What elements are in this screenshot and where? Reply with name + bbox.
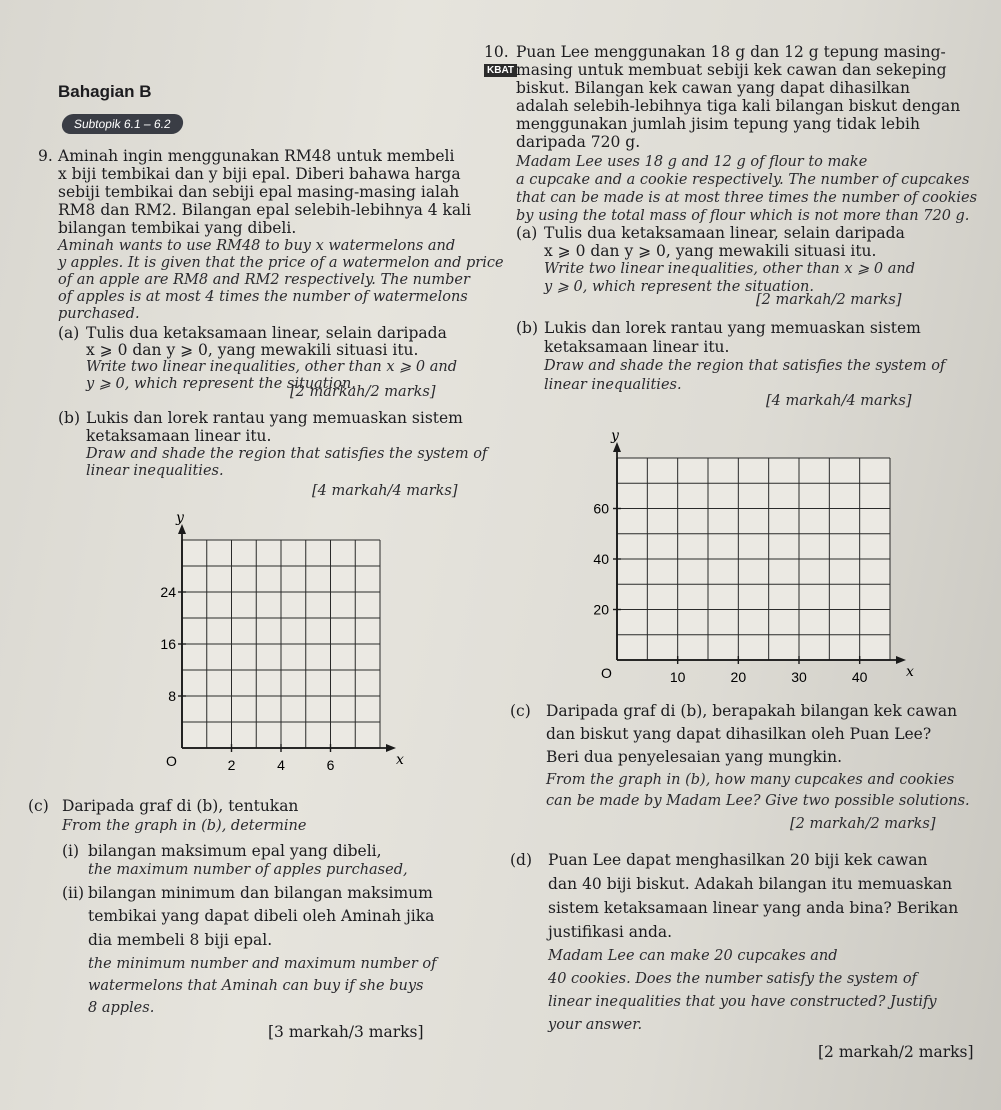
q10d-english-line: linear inequalities that you have constructed? Justify bbox=[548, 994, 937, 1010]
q10b-label: (b) bbox=[516, 319, 539, 337]
q9-english-line: purchased. bbox=[58, 306, 140, 322]
q9-number: 9. bbox=[38, 147, 53, 165]
q9ci-english: the maximum number of apples purchased, bbox=[88, 862, 408, 878]
q9-malay-line: x biji tembikai dan y biji epal. Diberi bahawa harga bbox=[58, 165, 461, 183]
origin-label: O bbox=[601, 665, 612, 681]
q9a-english-line: Write two linear inequalities, other than x ⩾ 0 and bbox=[86, 359, 458, 375]
section-heading: Bahagian B bbox=[58, 82, 152, 101]
q10c-malay-line: Daripada graf di (b), berapakah bilangan kek cawan bbox=[546, 702, 958, 720]
q9a-malay-line: Tulis dua ketaksamaan linear, selain daripada bbox=[86, 324, 447, 342]
q9c-marks: [3 markah/3 marks] bbox=[268, 1023, 424, 1041]
q10-malay-line: biskut. Bilangan kek cawan yang dapat dihasilkan bbox=[516, 79, 911, 97]
q9ci-malay: bilangan maksimum epal yang dibeli, bbox=[88, 842, 382, 860]
x-tick-label: 2 bbox=[227, 757, 236, 773]
x-tick-label: 6 bbox=[326, 757, 335, 773]
x-tick-label: 20 bbox=[730, 669, 747, 685]
q9cii-malay-line: dia membeli 8 biji epal. bbox=[88, 931, 273, 949]
q10b-malay-line: ketaksamaan linear itu. bbox=[544, 338, 730, 356]
q9-graph-grid bbox=[120, 510, 404, 780]
q9a-marks: [2 markah/2 marks] bbox=[290, 384, 436, 400]
q10a-label: (a) bbox=[516, 224, 538, 242]
q9-malay-line: Aminah ingin menggunakan RM48 untuk membeli bbox=[58, 147, 455, 165]
q9-malay-line: sebiji tembikai dan sebiji epal masing-masing ialah bbox=[58, 183, 460, 201]
q10-malay-line: adalah selebih-lebihnya tiga kali bilangan biskut dengan bbox=[516, 97, 961, 115]
q9-english-line: of apples is at most 4 times the number of watermelons bbox=[58, 289, 468, 305]
q9-english-line: of an apple are RM8 and RM2 respectively. The number bbox=[58, 272, 470, 288]
q10d-marks: [2 markah/2 marks] bbox=[818, 1043, 974, 1061]
q10c-english-line: can be made by Madam Lee? Give two possible solutions. bbox=[546, 793, 970, 809]
q9b-malay-line: ketaksamaan linear itu. bbox=[86, 427, 272, 445]
y-tick-label: 60 bbox=[593, 500, 609, 517]
q9c-english: From the graph in (b), determine bbox=[62, 818, 307, 834]
q10d-english-line: your answer. bbox=[548, 1017, 643, 1033]
q9cii-label: (ii) bbox=[62, 884, 85, 902]
q9cii-malay-line: tembikai yang dapat dibeli oleh Aminah jika bbox=[88, 907, 435, 925]
q9c-malay: Daripada graf di (b), tentukan bbox=[62, 797, 299, 815]
q10d-malay-line: Puan Lee dapat menghasilkan 20 biji kek cawan bbox=[548, 851, 928, 869]
q10d-label: (d) bbox=[510, 851, 533, 869]
q10-english-line: a cupcake and a cookie respectively. The number of cupcakes bbox=[516, 172, 970, 188]
q9a-label: (a) bbox=[58, 324, 80, 342]
q10a-malay-line: Tulis dua ketaksamaan linear, selain daripada bbox=[544, 224, 905, 242]
q10d-malay-line: justifikasi anda. bbox=[548, 923, 673, 941]
q10-malay-line: menggunakan jumlah jisim tepung yang tidak lebih bbox=[516, 115, 920, 133]
q9c-label: (c) bbox=[28, 797, 49, 815]
q10-english-line: that can be made is at most three times the number of cookies bbox=[516, 190, 978, 206]
q9cii-english-line: 8 apples. bbox=[88, 1000, 155, 1016]
q9a-english-line: y ⩾ 0, which represent the situation. bbox=[86, 376, 356, 392]
q9b-malay-line: Lukis dan lorek rantau yang memuaskan sistem bbox=[86, 409, 463, 427]
q10a-marks: [2 markah/2 marks] bbox=[756, 292, 902, 308]
q9b-english-line: linear inequalities. bbox=[86, 463, 224, 479]
q10-graph-grid bbox=[580, 428, 920, 685]
q10-number: 10. bbox=[484, 43, 509, 61]
kbat-badge: KBAT bbox=[484, 64, 517, 77]
q10a-malay-line: x ⩾ 0 dan y ⩾ 0, yang mewakili situasi itu. bbox=[544, 242, 877, 260]
x-axis-arrow-icon bbox=[386, 744, 396, 752]
q10c-english-line: From the graph in (b), how many cupcakes and cookies bbox=[546, 772, 955, 788]
q10-malay-line: daripada 720 g. bbox=[516, 133, 641, 151]
q9cii-malay-line: bilangan minimum dan bilangan maksimum bbox=[88, 884, 433, 902]
q9b-english-line: Draw and shade the region that satisfies the system of bbox=[86, 446, 488, 462]
q10d-malay-line: dan 40 biji biskut. Adakah bilangan itu memuaskan bbox=[548, 875, 953, 893]
q10b-english-line: linear inequalities. bbox=[544, 377, 682, 393]
x-tick-label: 30 bbox=[791, 669, 807, 685]
q10c-label: (c) bbox=[510, 702, 531, 720]
q9-english-line: y apples. It is given that the price of a watermelon and price bbox=[58, 255, 504, 271]
q9b-label: (b) bbox=[58, 409, 81, 427]
q9ci-label: (i) bbox=[62, 842, 80, 860]
q10b-english-line: Draw and shade the region that satisfies the system of bbox=[544, 358, 946, 374]
y-tick-label: 20 bbox=[593, 601, 609, 618]
y-tick-label: 40 bbox=[593, 551, 609, 567]
y-axis-label: y bbox=[611, 428, 619, 444]
x-tick-label: 10 bbox=[669, 669, 686, 685]
q9cii-english-line: the minimum number and maximum number of bbox=[88, 956, 437, 972]
y-tick-label: 24 bbox=[160, 584, 176, 600]
origin-label: O bbox=[166, 753, 177, 769]
y-axis-label: y bbox=[176, 510, 184, 526]
q9a-malay-line: x ⩾ 0 dan y ⩾ 0, yang mewakili situasi itu. bbox=[86, 341, 419, 359]
q9-malay-line: bilangan tembikai yang dibeli. bbox=[58, 219, 297, 237]
y-tick-label: 8 bbox=[168, 688, 176, 704]
q10c-malay-line: dan biskut yang dapat dihasilkan oleh Puan Lee? bbox=[546, 725, 932, 743]
q9-malay-line: RM8 dan RM2. Bilangan epal selebih-lebihnya 4 kali bbox=[58, 201, 472, 219]
x-axis-label: x bbox=[906, 664, 914, 680]
y-tick-label: 16 bbox=[160, 636, 176, 652]
q10a-english-line: Write two linear inequalities, other than x ⩾ 0 and bbox=[544, 261, 916, 277]
q10-malay-line: Puan Lee menggunakan 18 g dan 12 g tepung masing- bbox=[516, 43, 946, 61]
x-tick-label: 40 bbox=[851, 669, 868, 685]
q9-english-line: Aminah wants to use RM48 to buy x watermelons and bbox=[58, 238, 456, 254]
subtopic-badge: Subtopik 6.1 – 6.2 bbox=[61, 114, 185, 134]
x-axis-label: x bbox=[396, 752, 404, 768]
q10d-malay-line: sistem ketaksamaan linear yang anda bina? Berikan bbox=[548, 899, 959, 917]
q10-malay-line: masing untuk membuat sebiji kek cawan dan sekeping bbox=[516, 61, 947, 79]
q10-english-line: Madam Lee uses 18 g and 12 g of flour to make bbox=[516, 154, 868, 170]
q10c-malay-line: Beri dua penyelesaian yang mungkin. bbox=[546, 748, 843, 766]
q10c-marks: [2 markah/2 marks] bbox=[790, 816, 936, 832]
q10b-marks: [4 markah/4 marks] bbox=[766, 393, 912, 409]
q9b-marks: [4 markah/4 marks] bbox=[312, 483, 458, 499]
q10b-malay-line: Lukis dan lorek rantau yang memuaskan sistem bbox=[544, 319, 921, 337]
q10d-english-line: Madam Lee can make 20 cupcakes and bbox=[548, 948, 838, 964]
q10-english-line: by using the total mass of flour which is not more than 720 g. bbox=[516, 208, 970, 224]
q9cii-english-line: watermelons that Aminah can buy if she buys bbox=[88, 978, 424, 994]
x-tick-label: 4 bbox=[277, 757, 285, 773]
q10a-english-line: y ⩾ 0, which represent the situation. bbox=[544, 279, 814, 295]
q10d-english-line: 40 cookies. Does the number satisfy the system of bbox=[548, 971, 917, 987]
x-axis-arrow-icon bbox=[896, 656, 906, 664]
